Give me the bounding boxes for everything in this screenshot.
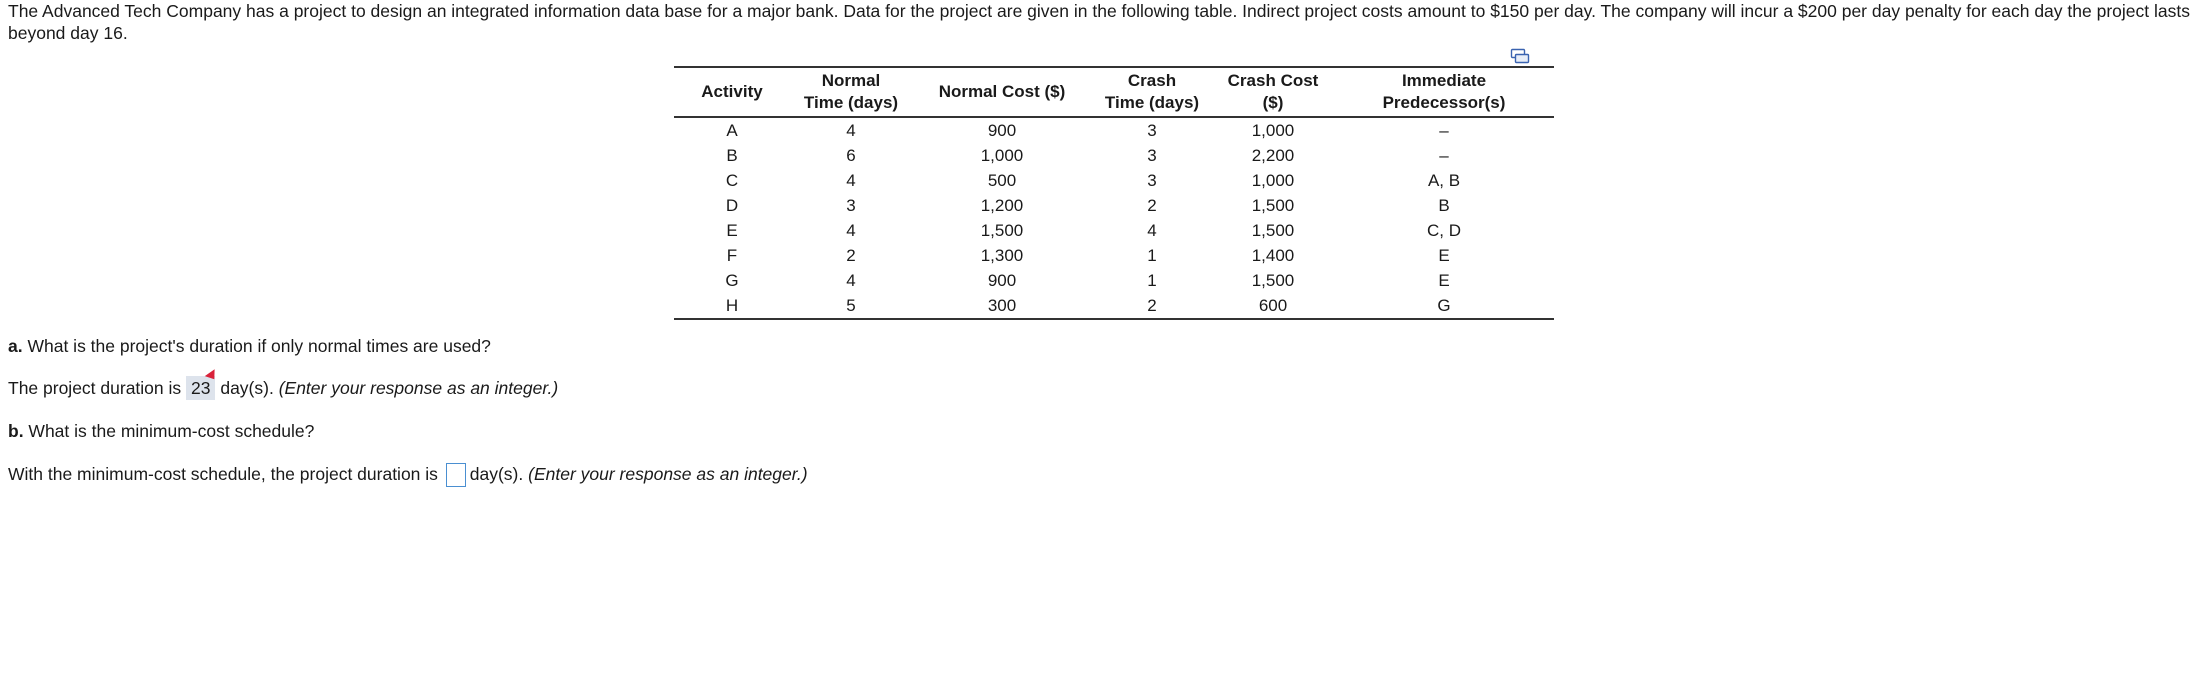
table-row xyxy=(674,268,1554,293)
cell-predecessors: G xyxy=(1334,293,1554,319)
answer-a-value: 23 xyxy=(191,378,211,398)
cell-activity: E xyxy=(726,221,738,240)
question-a-text: What is the project's duration if only normal times are used? xyxy=(22,336,491,356)
cell-predecessors: A, B xyxy=(1427,171,1461,190)
project-data-table xyxy=(674,66,1554,320)
cell-crash-time: 2 xyxy=(1147,196,1157,215)
cell-normal-time: 4 xyxy=(846,121,856,140)
cell-crash-cost: 600 xyxy=(1212,293,1334,319)
cell-normal-cost: 1,300 xyxy=(980,246,1024,265)
problem-intro: The Advanced Tech Company has a project to design an integrated information data base for a major bank. Data for the project are given in the following table. Indirect project costs amount to $150 per day. The company will incur a $200 per day penalty for each day the project lasts beyond day 16. xyxy=(8,1,2190,43)
cell-crash-time: 1 xyxy=(1147,246,1157,265)
cell-activity: C xyxy=(725,171,739,190)
header-crash-time: Crash Time (days) xyxy=(1092,67,1212,117)
cell-predecessors: – xyxy=(1439,121,1449,140)
cell-normal-cost: 1,500 xyxy=(980,221,1024,240)
cell-crash-cost: 2,200 xyxy=(1251,146,1295,165)
table-row xyxy=(674,193,1554,218)
cell-crash-time: 4 xyxy=(1147,221,1157,240)
header-normal-cost: Normal Cost ($) xyxy=(912,67,1092,117)
table-row xyxy=(674,117,1554,143)
question-b-label: b. xyxy=(8,421,24,441)
answer-b-input[interactable] xyxy=(446,463,466,487)
question-b-text: What is the minimum-cost schedule? xyxy=(23,421,315,441)
answer-b-suffix: day(s). xyxy=(469,464,529,484)
cell-activity: D xyxy=(725,196,739,215)
copy-table-icon[interactable] xyxy=(1510,48,1530,64)
cell-normal-cost: 1,000 xyxy=(980,146,1024,165)
answer-a-hint: (Enter your response as an integer.) xyxy=(278,378,559,398)
header-normal-time: Normal Time (days) xyxy=(790,67,912,117)
table-row xyxy=(674,243,1554,268)
cell-crash-cost: 1,500 xyxy=(1251,196,1295,215)
cell-normal-time: 2 xyxy=(846,246,856,265)
cell-activity: A xyxy=(726,121,738,140)
answer-b-line xyxy=(8,462,808,487)
header-predecessors: Immediate Predecessor(s) xyxy=(1334,67,1554,117)
table-row xyxy=(674,143,1554,168)
answer-b-prefix: With the minimum-cost schedule, the project duration is xyxy=(8,464,443,484)
cell-normal-time: 5 xyxy=(790,293,912,319)
cell-normal-time: 4 xyxy=(846,221,856,240)
cell-normal-cost: 300 xyxy=(912,293,1092,319)
answer-a-prefix: The project duration is xyxy=(8,378,187,398)
cell-predecessors: B xyxy=(1438,196,1450,215)
cell-activity: F xyxy=(726,246,738,265)
cell-activity: B xyxy=(726,146,738,165)
cell-crash-cost: 1,000 xyxy=(1251,121,1295,140)
cell-crash-time: 3 xyxy=(1147,171,1157,190)
cell-predecessors: E xyxy=(1438,271,1450,290)
cell-normal-time: 3 xyxy=(846,196,856,215)
cell-crash-time: 1 xyxy=(1147,271,1157,290)
header-crash-cost: Crash Cost ($) xyxy=(1212,67,1334,117)
cell-normal-cost: 1,200 xyxy=(980,196,1024,215)
cell-normal-cost: 900 xyxy=(987,271,1017,290)
cell-crash-cost: 1,500 xyxy=(1251,221,1295,240)
question-a-label: a. xyxy=(8,336,23,356)
answer-a-field[interactable] xyxy=(186,376,215,400)
cell-crash-cost: 1,000 xyxy=(1251,171,1295,190)
table-row xyxy=(674,293,1554,319)
cell-crash-cost: 1,400 xyxy=(1251,246,1295,265)
cell-activity: H xyxy=(674,293,790,319)
cell-normal-cost: 900 xyxy=(987,121,1017,140)
cell-activity: G xyxy=(725,271,739,290)
cell-normal-cost: 500 xyxy=(987,171,1017,190)
answer-a-suffix: day(s). xyxy=(215,378,279,398)
table-header-row xyxy=(674,67,1554,117)
cell-normal-time: 4 xyxy=(846,171,856,190)
cell-crash-time: 3 xyxy=(1147,146,1157,165)
answer-a-line xyxy=(8,376,558,400)
cell-normal-time: 6 xyxy=(846,146,856,165)
cell-crash-time: 2 xyxy=(1092,293,1212,319)
question-b xyxy=(8,419,314,443)
cell-predecessors: C, D xyxy=(1427,221,1461,240)
table-row xyxy=(674,168,1554,193)
cell-predecessors: – xyxy=(1439,146,1449,165)
cell-crash-cost: 1,500 xyxy=(1251,271,1295,290)
cell-crash-time: 3 xyxy=(1147,121,1157,140)
table-row xyxy=(674,218,1554,243)
cell-normal-time: 4 xyxy=(846,271,856,290)
answer-b-hint: (Enter your response as an integer.) xyxy=(528,464,808,484)
question-a xyxy=(8,334,491,358)
header-activity: Activity xyxy=(674,67,790,117)
cell-predecessors: E xyxy=(1438,246,1450,265)
